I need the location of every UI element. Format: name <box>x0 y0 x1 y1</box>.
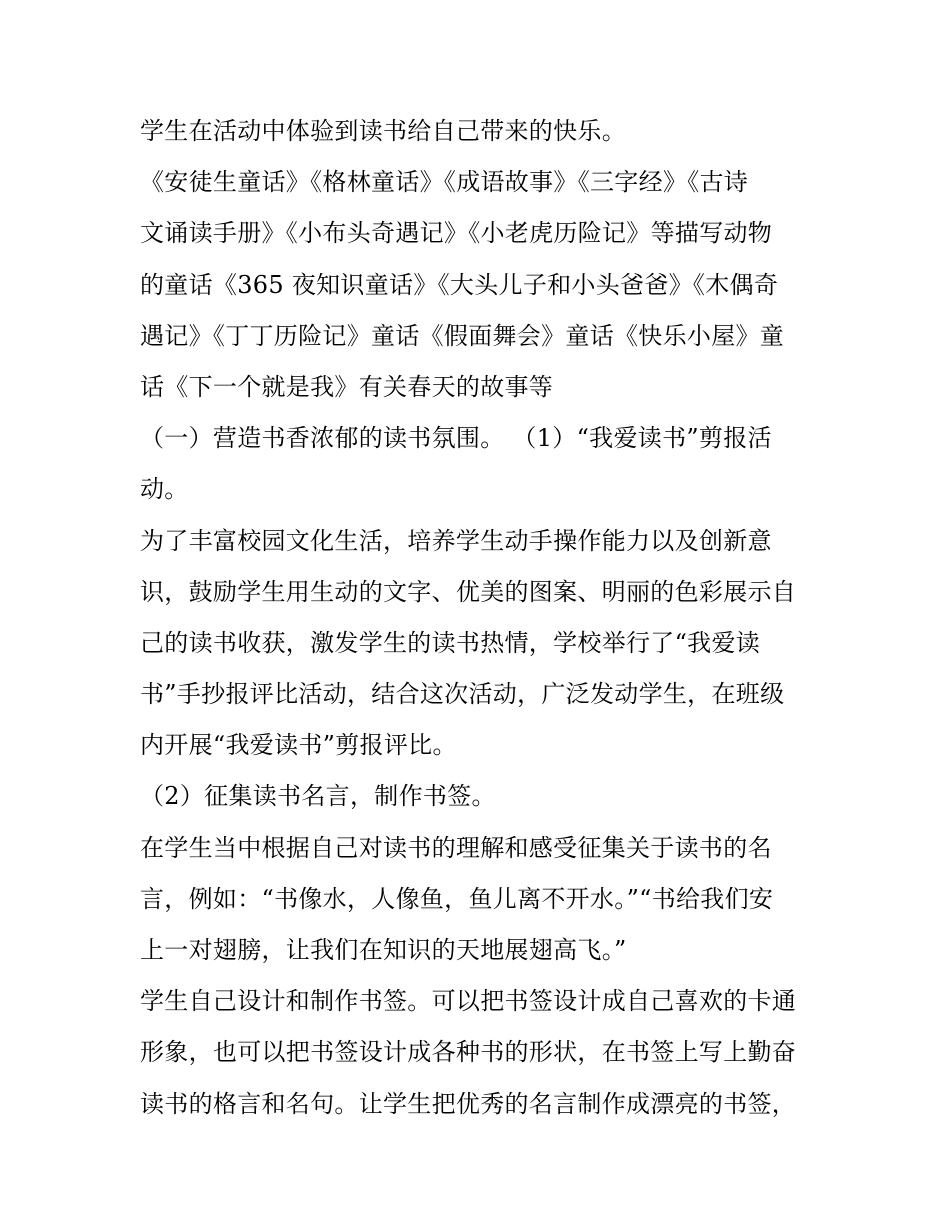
text-line: 动。 <box>140 475 189 504</box>
text-line: 书”手抄报评比活动，结合这次活动，广泛发动学生，在班级 <box>140 680 785 709</box>
text-line: 内开展“我爱读书”剪报评比。 <box>140 731 457 760</box>
text-line: 读书的格言和名句。让学生把优秀的名言制作成漂亮的书签， <box>140 1089 797 1118</box>
text-line: 在学生当中根据自己对读书的理解和感受征集关于读书的名 <box>140 833 772 862</box>
text-line: 上一对翅膀，让我们在知识的天地展翅高飞。” <box>140 936 627 964</box>
section-heading-line: （一）营造书香浓郁的读书氛围。 （1）“我爱读书”剪报活 <box>140 424 772 453</box>
text-line: 识，鼓励学生用生动的文字、优美的图案、明丽的色彩展示自 <box>140 577 797 606</box>
section-heading-line: （2）征集读书名言，制作书签。 <box>140 782 496 811</box>
text-line: 己的读书收获，激发学生的读书热情，学校举行了“我爱读 <box>140 628 761 657</box>
text-line: 话《下一个就是我》有关春天的故事等 <box>140 372 554 401</box>
text-line: 形象，也可以把书签设计成各种书的形状，在书签上写上勤奋 <box>140 1038 797 1067</box>
text-line: 《安徒生童话》《格林童话》《成语故事》《三字经》《古诗 <box>140 168 749 197</box>
text-line: 的童话《365 夜知识童话》《大头儿子和小头爸爸》《木偶奇 <box>140 270 779 299</box>
text-line: 文诵读手册》《小布头奇遇记》《小老虎历险记》等描写动物 <box>140 219 773 248</box>
text-line: 遇记》《丁丁历险记》童话《假面舞会》童话《快乐小屋》童 <box>140 321 785 350</box>
document-body <box>140 106 820 1130</box>
text-line: 学生自己设计和制作书签。可以把书签设计成自己喜欢的卡通 <box>140 987 797 1016</box>
text-line: 学生在活动中体验到读书给自己带来的快乐。 <box>140 117 626 145</box>
text-line: 为了丰富校园文化生活，培养学生动手操作能力以及创新意 <box>140 526 772 555</box>
text-line: 言，例如：“书像水，人像鱼，鱼儿离不开水。”“书给我们安 <box>140 884 774 913</box>
